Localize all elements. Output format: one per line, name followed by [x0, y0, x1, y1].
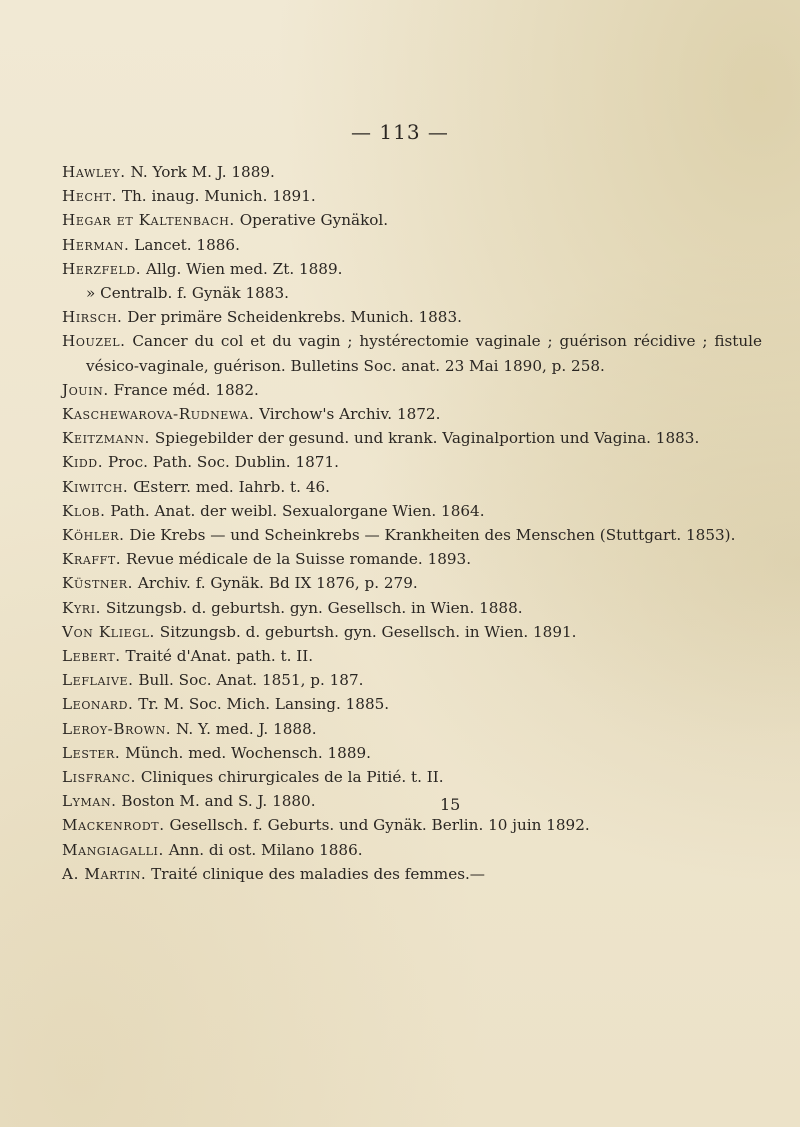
entry-text: Archiv. f. Gynäk. Bd IX 1876, p. 279. [133, 574, 418, 593]
bibliography-entry [62, 644, 762, 668]
entry-author: Lebert. [62, 647, 121, 666]
bibliography-entry [62, 620, 762, 644]
bibliography-entry [62, 596, 762, 620]
entry-author: Lester. [62, 743, 121, 762]
entry-text: Path. Anat. der weibl. Sexualorgane Wien. 1864. [105, 501, 485, 520]
entry-text: N. York M. J. 1889. [125, 163, 275, 181]
entry-author: Herzfeld. [62, 259, 142, 278]
entry-text: Sitzungsb. d. geburtsh. gyn. Gesellsch. in Wien. 1891. [154, 622, 577, 641]
entry-author: Lisfranc. [62, 768, 137, 787]
entry-text: Traité d'Anat. path. t. II. [120, 647, 314, 666]
bibliography-entry [62, 208, 762, 232]
entry-text: Œsterr. med. Iahrb. t. 46. [128, 477, 330, 496]
entry-text: Virchow's Archiv. 1872. [254, 405, 441, 424]
bibliography-entry [62, 305, 762, 329]
entry-author: Hirsch. [62, 308, 123, 327]
entry-text: Die Krebs — und Scheinkrebs — Krankheiten des Menschen (Stuttgart. 1853). [124, 526, 736, 545]
bibliography-entry [62, 402, 762, 426]
entry-author: Köhler. [62, 526, 125, 545]
entry-author: Herman. [62, 235, 130, 254]
bibliography-entry [62, 571, 762, 595]
bibliography-entry [62, 257, 762, 281]
entry-text: Th. inaug. Munich. 1891. [117, 187, 316, 206]
entry-author: Von Kliegl. [62, 622, 155, 641]
entry-author: Leroy-Brown. [62, 719, 172, 738]
bibliography-entry [62, 838, 762, 862]
entry-text: N. Y. med. J. 1888. [171, 719, 317, 738]
entry-text: Sitzungsb. d. geburtsh. gyn. Gesellsch. in Wien. 1888. [101, 598, 523, 617]
entry-text: France méd. 1882. [108, 380, 259, 399]
entry-text: Lancet. 1886. [129, 235, 240, 254]
entry-author: Kaschewarova-Rudnewa. [62, 405, 255, 424]
entry-text: Cancer du col et du vagin ; hystérectomie vaginale ; guérison récidive ; fistule vésico-vaginale, guérison. Bulletins Soc. anat. 23 Mai 1890, p. 258. [86, 332, 762, 375]
entry-author: Leonard. [62, 695, 134, 714]
entry-text: Tr. M. Soc. Mich. Lansing. 1885. [133, 695, 390, 714]
entry-text: Bull. Soc. Anat. 1851, p. 187. [133, 671, 364, 690]
entry-text: Proc. Path. Soc. Dublin. 1871. [103, 453, 339, 472]
entry-author: Leflaive. [62, 671, 134, 690]
page-number: — 113 — [351, 120, 449, 144]
bibliography-entry [62, 426, 762, 450]
entry-author: A. Martin. [62, 864, 147, 883]
bibliography-entry [62, 717, 762, 741]
bibliography-entry [62, 692, 762, 716]
entry-author: Krafft. [62, 550, 122, 569]
bibliography-entry [62, 160, 762, 184]
bibliography-entry [62, 523, 762, 547]
entry-text: Spiegebilder der gesund. und krank. Vaginalportion und Vagina. 1883. [150, 429, 700, 448]
entry-author: Klob. [62, 501, 106, 520]
bibliography-entry [62, 233, 762, 257]
entry-author: Hawley. [62, 163, 126, 181]
entry-author: Hecht. [62, 187, 118, 206]
signature-mark: 15 [440, 795, 461, 814]
bibliography-entry [62, 547, 762, 571]
entry-author: Jouin. [62, 380, 109, 399]
bibliography-entry [62, 741, 762, 765]
entry-text: Allg. Wien med. Zt. 1889. [141, 259, 343, 278]
entry-author: Keitzmann. [62, 429, 150, 448]
entry-author: Mangiagalli. [62, 840, 164, 859]
bibliography-entry [62, 668, 762, 692]
entry-text: Münch. med. Wochensch. 1889. [120, 743, 371, 762]
bibliography-list [62, 160, 762, 886]
bibliography-entry [62, 378, 762, 402]
entry-author: Kidd. [62, 453, 104, 472]
bibliography-entry [62, 862, 762, 886]
entry-author: Kiwitch. [62, 477, 129, 496]
entry-author: Houzel. [62, 332, 126, 351]
entry-author: Lyman. [62, 792, 117, 811]
entry-author: Hegar et Kaltenbach. [62, 211, 235, 230]
entry-author: Kyri. [62, 598, 102, 617]
entry-author: Mackenrodt. [62, 816, 165, 835]
entry-text: Der primäre Scheidenkrebs. Munich. 1883. [122, 308, 462, 327]
entry-author: Küstner. [62, 574, 134, 593]
bibliography-entry [62, 499, 762, 523]
bibliography-entry [62, 450, 762, 474]
entry-text: Boston M. and S. J. 1880. [116, 792, 316, 811]
bibliography-entry [62, 789, 762, 813]
entry-text: Cliniques chirurgicales de la Pitié. t. II. [136, 768, 444, 787]
bibliography-entry [62, 329, 762, 377]
entry-text: Ann. di ost. Milano 1886. [163, 840, 363, 859]
bibliography-entry [62, 184, 762, 208]
bibliography-entry [62, 475, 762, 499]
bibliography-entry [62, 765, 762, 789]
entry-text: Operative Gynäkol. [234, 211, 389, 230]
entry-text: Revue médicale de la Suisse romande. 1893. [121, 550, 472, 569]
bibliography-entry [62, 281, 762, 305]
bibliography-entry [62, 813, 762, 837]
entry-text: Gesellsch. f. Geburts. und Gynäk. Berlin. 10 juin 1892. [164, 816, 590, 835]
entry-text: Traité clinique des maladies des femmes.— [146, 864, 485, 883]
entry-text: » Centralb. f. Gynäk 1883. [86, 284, 289, 303]
